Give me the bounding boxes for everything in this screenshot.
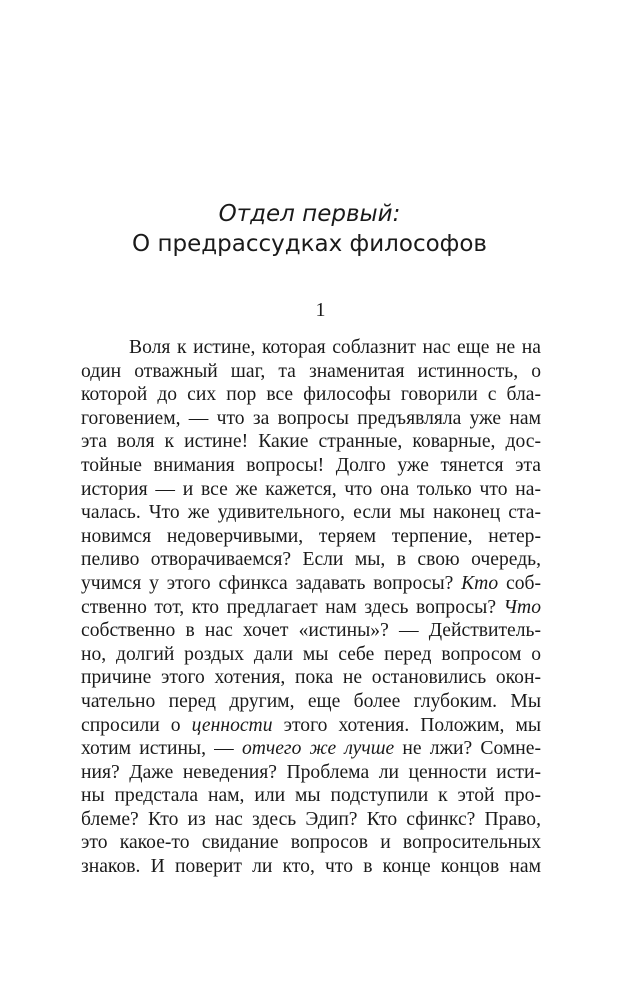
text-line — [81, 407, 541, 431]
text-run: ны предстала нам, или мы подступили к этой про- — [81, 785, 541, 807]
text-line — [81, 454, 541, 478]
text-run: чательно перед другим, еще более глубоким. Мы — [81, 690, 541, 712]
emphasis-text: Что — [503, 596, 541, 618]
section-number: 1 — [315, 299, 326, 321]
text-run: но, долгий роздых дали мы себе перед вопросом о — [81, 643, 541, 665]
text-line — [81, 831, 541, 855]
text-line — [81, 643, 541, 667]
text-line — [81, 784, 541, 808]
text-line — [81, 360, 541, 384]
text-run: блеме? Кто из нас здесь Эдип? Кто сфинкс? Право, — [81, 808, 541, 830]
text-line — [81, 478, 541, 502]
text-run: причине этого хотения, пока не остановились окон- — [81, 667, 541, 689]
text-line — [81, 548, 541, 572]
text-line — [81, 808, 541, 832]
text-run: знаков. И поверит ли кто, что в конце концов нам — [81, 856, 541, 878]
text-line — [81, 761, 541, 785]
text-line — [81, 666, 541, 690]
text-run: история — и все же кажется, что она только что на- — [81, 478, 541, 500]
text-run: новимся недоверчивыми, теряем терпение, нетер- — [81, 525, 541, 547]
part-title: О предрассудках философов — [132, 231, 487, 257]
text-run: чалась. Что же удивительного, если мы наконец ста- — [81, 502, 541, 524]
text-run: тойные внимания вопросы! Долго уже тянется эта — [81, 454, 541, 476]
text-line — [81, 596, 541, 620]
text-run: это какое-то свидание вопросов и вопросительных — [81, 832, 541, 854]
text-run: этого хотения. Положим, мы — [272, 714, 541, 736]
text-line — [81, 572, 541, 596]
emphasis-text: отчего же лучше — [241, 738, 395, 760]
emphasis-text: ценности — [191, 714, 273, 736]
text-line — [81, 336, 541, 360]
emphasis-text: Кто — [461, 572, 499, 594]
text-line — [81, 714, 541, 738]
text-run: Воля к истине, которая соблазнит нас еще не на — [129, 337, 541, 358]
text-line — [81, 737, 541, 761]
text-run: соб- — [498, 572, 541, 594]
text-line — [81, 430, 541, 454]
text-line — [81, 690, 541, 714]
text-run: собственно в нас хочет «истины»? — Действитель- — [81, 620, 541, 642]
text-run: гоговением, — что за вопросы предъявляла уже нам — [81, 407, 541, 429]
text-run: один отважный шаг, та знаменитая истинность, о — [81, 360, 541, 382]
part-label: Отдел первый: — [218, 201, 401, 227]
text-run: не лжи? Сомне- — [394, 738, 541, 760]
text-run: пеливо отворачиваемся? Если мы, в свою очередь, — [81, 549, 541, 571]
text-line — [81, 383, 541, 407]
body-paragraph — [81, 336, 541, 879]
text-run: эта воля к истине! Какие странные, коварные, дос- — [81, 431, 541, 453]
text-line — [81, 619, 541, 643]
text-run: хотим истины, — — [81, 738, 242, 760]
text-line — [81, 525, 541, 549]
text-run: учимся у этого сфинкса задавать вопросы? — [81, 572, 462, 594]
text-line — [81, 501, 541, 525]
text-run: которой до сих пор все философы говорили с бла- — [81, 384, 541, 406]
text-line — [81, 855, 541, 879]
text-run: ственно тот, кто предлагает нам здесь вопросы? — [81, 596, 504, 618]
text-run: ния? Даже неведения? Проблема ли ценности исти- — [81, 761, 541, 783]
text-run: спросили о — [81, 714, 192, 736]
